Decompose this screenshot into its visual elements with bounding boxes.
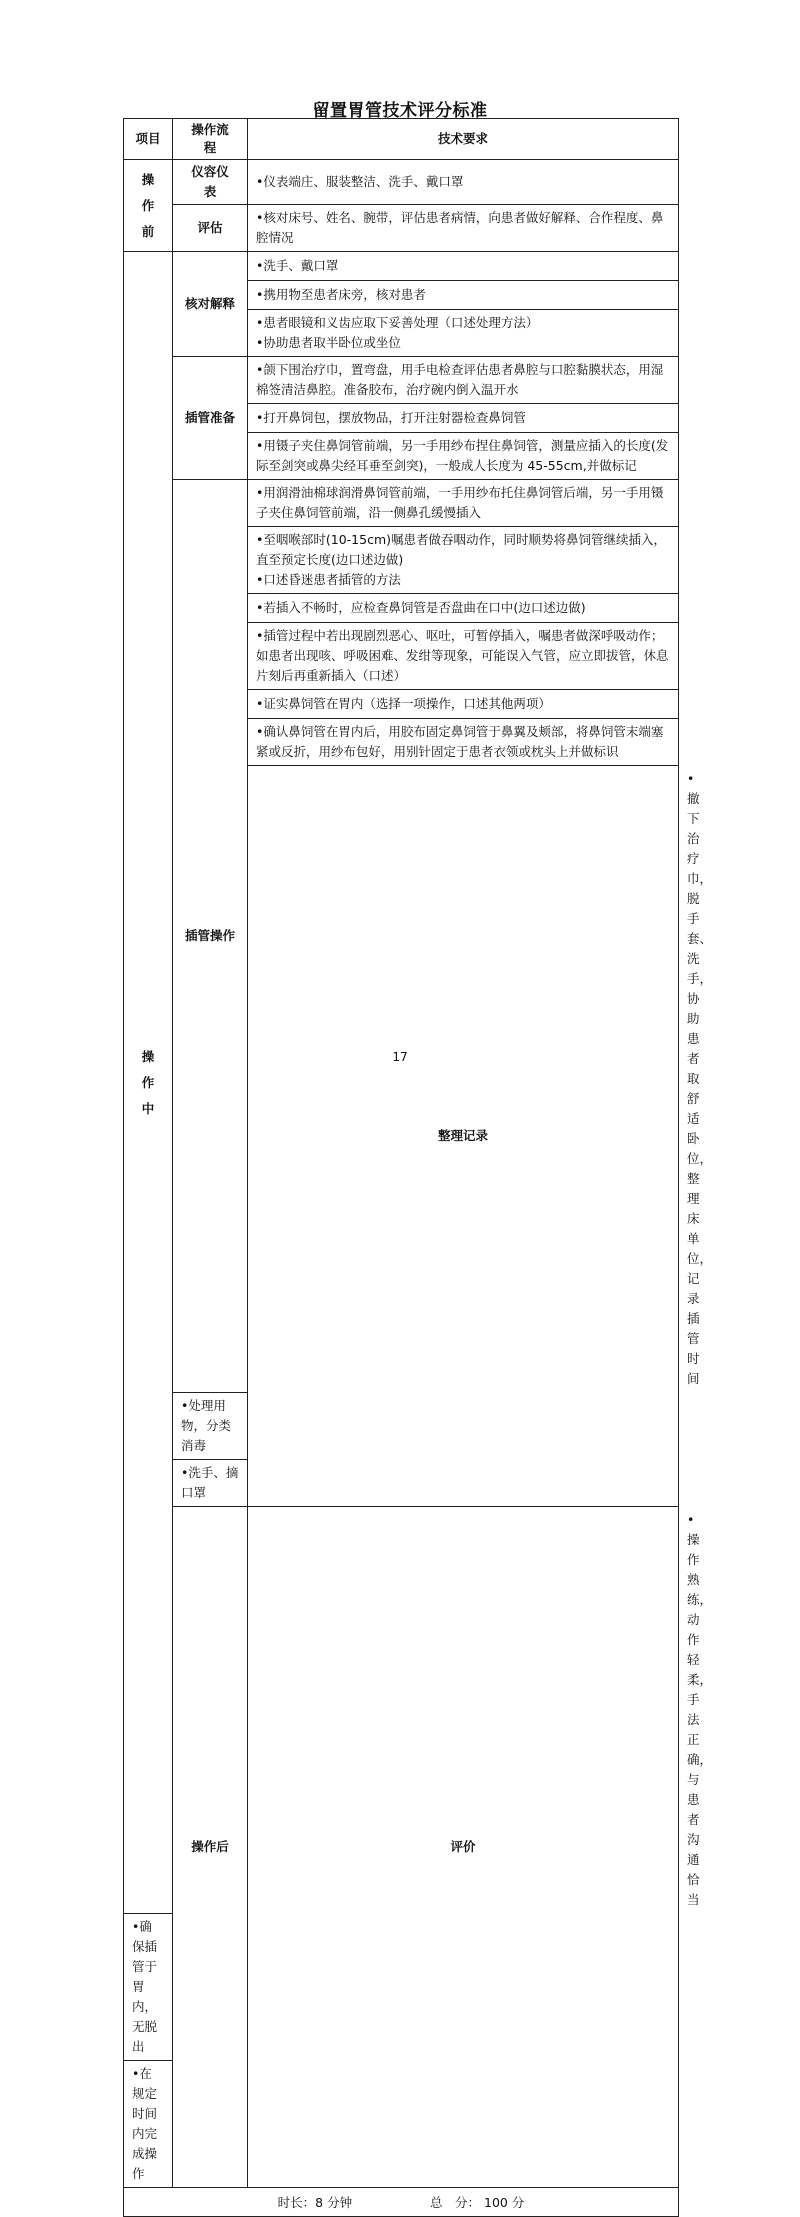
total-score-text: 总 分： 100 分 [430, 2195, 525, 2210]
step-prepare: 插管准备 [173, 357, 248, 480]
page-title: 留置胃管技术评分标准 [312, 101, 488, 121]
table-row: 操作后 评价 •操作熟练，动作轻柔，手法正确，与患者沟通恰当 [124, 1507, 679, 1914]
requirement: •确认鼻饲管在胃内后，用胶布固定鼻饲管于鼻翼及颊部，将鼻饲管末端塞紧或反折，用纱布包好，用别针固定于患者衣领或枕头上并做标识 [248, 719, 679, 766]
requirement: •用润滑油棉球润滑鼻饲管前端，一手用纱布托住鼻饲管后端，另一手用镊子夹住鼻饲管前端，沿一侧鼻孔缓慢插入 [248, 480, 679, 527]
table-row [124, 160, 679, 205]
phase-before: 操作前 [124, 160, 173, 252]
scoring-table [123, 118, 713, 2217]
requirement: •用镊子夹住鼻饲管前端，另一手用纱布捏住鼻饲管，测量应插入的长度(发际至剑突或鼻尖经耳垂至剑突)，一般成人长度为 45-55cm,并做标记 [248, 433, 679, 480]
requirement: •核对床号、姓名、腕带，评估患者病情，向患者做好解释、合作程度、鼻腔情况 [248, 205, 679, 252]
step-appearance: 仪容仪表 [173, 160, 248, 205]
requirement: •洗手、摘口罩 [173, 1460, 248, 1507]
requirement: •颌下围治疗巾，置弯盘，用手电检查评估患者鼻腔与口腔黏膜状态，用湿棉签清洁鼻腔。准备胶布，治疗碗内倒入温开水 [248, 357, 679, 404]
requirement: •在规定时间内完成操作 [124, 2061, 173, 2188]
requirement-line: •患者眼镜和义齿应取下妥善处理（口述处理方法） [256, 315, 539, 330]
table-header-row [124, 119, 679, 160]
requirement-multi [248, 527, 679, 594]
phase-after: 操作后 [173, 1507, 248, 2188]
table-row [124, 205, 679, 252]
step-evaluate: 评价 [248, 1507, 679, 2188]
requirement: •打开鼻饲包，摆放物品，打开注射器检查鼻饲管 [248, 404, 679, 433]
step-assess: 评估 [173, 205, 248, 252]
requirement: •仪表端庄、服装整洁、洗手、戴口罩 [248, 160, 679, 205]
table-footer [124, 2188, 679, 2217]
requirement-line: •协助患者取半卧位或坐位 [256, 335, 401, 350]
table-row [124, 480, 679, 527]
table-footer-row [124, 2188, 679, 2217]
requirement: •洗手、戴口罩 [248, 252, 679, 281]
requirement-line: •至咽喉部时(10-15cm)嘱患者做吞咽动作，同时顺势将鼻饲管继续插入，直至预定长度(边口述边做) [256, 532, 666, 567]
step-record: 整理记录 [248, 766, 679, 1507]
requirement: •证实鼻饲管在胃内（选择一项操作，口述其他两项） [248, 690, 679, 719]
requirement: •确保插管于胃内，无脱出 [124, 1914, 173, 2061]
step-insert: 插管操作 [173, 480, 248, 1393]
table-row [124, 252, 679, 281]
table-row: 整理记录 •撤下治疗巾，脱手套、洗手，协助患者取舒适卧位，整理床单位，记录插管时间 [124, 766, 679, 1393]
requirement-line: •口述昏迷患者插管的方法 [256, 572, 401, 587]
requirement: •若插入不畅时，应检查鼻饲管是否盘曲在口中(边口述边做) [248, 594, 679, 623]
header-requirements: 技术要求 [248, 119, 679, 160]
requirement-multi [248, 310, 679, 357]
header-item: 项目 [124, 119, 173, 160]
requirement: •插管过程中若出现剧烈恶心、呕吐，可暂停插入，嘱患者做深呼吸动作；如患者出现咳、呼吸困难、发绀等现象，可能误入气管，应立即拔管，休息片刻后再重新插入（口述） [248, 623, 679, 690]
page-number: 17 [392, 1050, 408, 1064]
phase-during: 操作中 [124, 252, 173, 1914]
requirement: •处理用物，分类消毒 [173, 1393, 248, 1460]
step-check: 核对解释 [173, 252, 248, 357]
duration-text: 时长：8 分钟 [277, 2195, 353, 2210]
requirement: •携用物至患者床旁，核对患者 [248, 281, 679, 310]
table-row [124, 357, 679, 404]
header-flow: 操作流程 [173, 119, 248, 160]
